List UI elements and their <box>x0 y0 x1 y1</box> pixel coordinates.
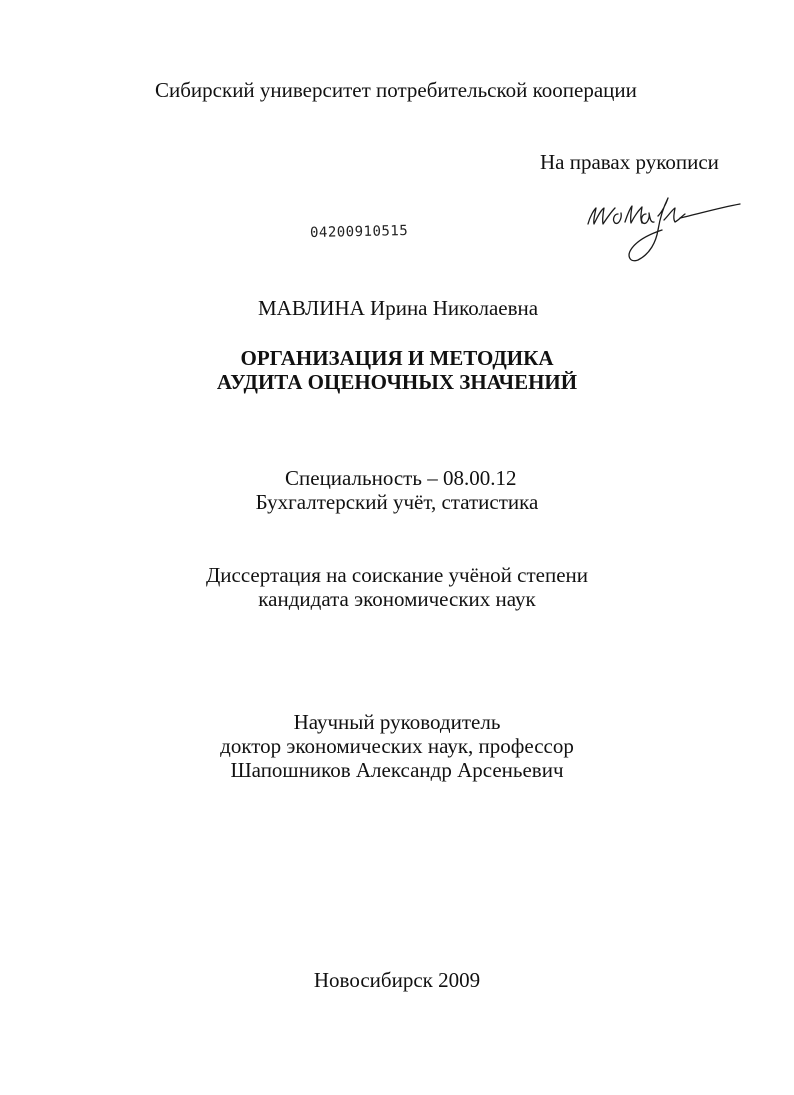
city-year: Новосибирск 2009 <box>313 968 481 992</box>
dissertation-degree-line-2: кандидата экономических наук <box>258 587 536 611</box>
supervisor-degree: доктор экономических наук, профессор <box>220 734 574 758</box>
dissertation-degree-line-1: Диссертация на соискание учёной степени <box>205 563 589 587</box>
specialty-name: Бухгалтерский учёт, статистика <box>255 490 539 514</box>
specialty-code: Специальность – 08.00.12 <box>285 466 517 490</box>
supervisor-name: Шапошников Александр Арсеньевич <box>230 758 564 782</box>
handwritten-signature <box>580 186 745 264</box>
dissertation-title-line-2: АУДИТА ОЦЕНОЧНЫХ ЗНАЧЕНИЙ <box>216 370 578 394</box>
supervisor-label: Научный руководитель <box>293 710 501 734</box>
author-name: МАВЛИНА Ирина Николаевна <box>258 296 539 320</box>
dissertation-title-line-1: ОРГАНИЗАЦИЯ И МЕТОДИКА <box>240 346 554 370</box>
university-name: Сибирский университет потребительской кооперации <box>155 78 637 102</box>
registration-stamp-number: 04200910515 <box>309 222 409 242</box>
manuscript-note: На правах рукописи <box>540 150 719 174</box>
